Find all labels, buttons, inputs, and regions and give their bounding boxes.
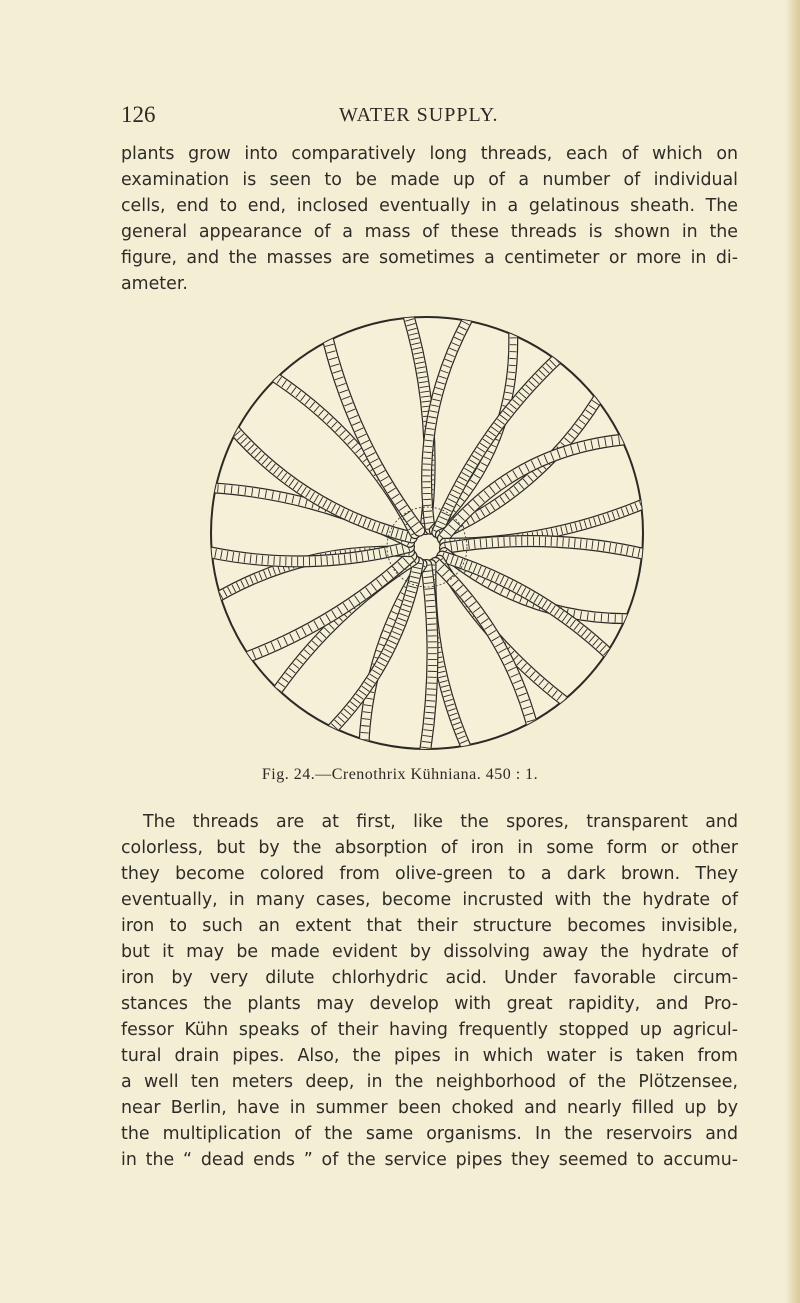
page-number: 126 <box>121 102 156 127</box>
text-line: a well ten meters deep, in the neighborhood of the Plötzensee, <box>121 1072 738 1092</box>
crenothrix-drawing <box>198 312 656 754</box>
text-line: near Berlin, have in summer been choked and nearly filled up by <box>121 1098 738 1118</box>
figure-caption: Fig. 24.—Crenothrix Kühniana. 450 : 1. <box>261 766 539 783</box>
text-line: tural drain pipes. Also, the pipes in which water is taken from <box>121 1046 738 1066</box>
text-line: cells, end to end, inclosed eventually in a gelatinous sheath. The <box>121 196 738 216</box>
text-line: stances the plants may develop with great rapidity, and Pro- <box>121 994 738 1014</box>
text-line: figure, and the masses are sometimes a centimeter or more in di- <box>121 248 738 268</box>
text-line: in the “ dead ends ” of the service pipes they seemed to accumu- <box>121 1150 738 1170</box>
page-header <box>121 102 736 132</box>
text-line: eventually, in many cases, become incrusted with the hydrate of <box>121 890 738 910</box>
text-line: but it may be made evident by dissolving away the hydrate of <box>121 942 738 962</box>
figure-crenothrix-illustration <box>198 312 656 754</box>
paragraph-1 <box>121 141 738 297</box>
text-line: The threads are at first, like the spores, transparent and <box>143 812 738 832</box>
text-line: examination is seen to be made up of a number of individual <box>121 170 738 190</box>
text-line: general appearance of a mass of these threads is shown in the <box>121 222 738 242</box>
text-line: ameter. <box>121 274 188 294</box>
text-line: iron to such an extent that their structure becomes invisible, <box>121 916 738 936</box>
text-line: the multiplication of the same organisms. In the reservoirs and <box>121 1124 738 1144</box>
text-line: they become colored from olive-green to a dark brown. They <box>121 864 738 884</box>
paragraph-2 <box>121 809 738 1173</box>
running-head: WATER SUPPLY. <box>339 104 499 126</box>
text-line: colorless, but by the absorption of iron in some form or other <box>121 838 738 858</box>
text-line: fessor Kühn speaks of their having frequently stopped up agricul- <box>121 1020 738 1040</box>
text-line: plants grow into comparatively long threads, each of which on <box>121 144 738 164</box>
page-edge-shadow <box>786 0 800 1303</box>
text-line: iron by very dilute chlorhydric acid. Under favorable circum- <box>121 968 738 988</box>
